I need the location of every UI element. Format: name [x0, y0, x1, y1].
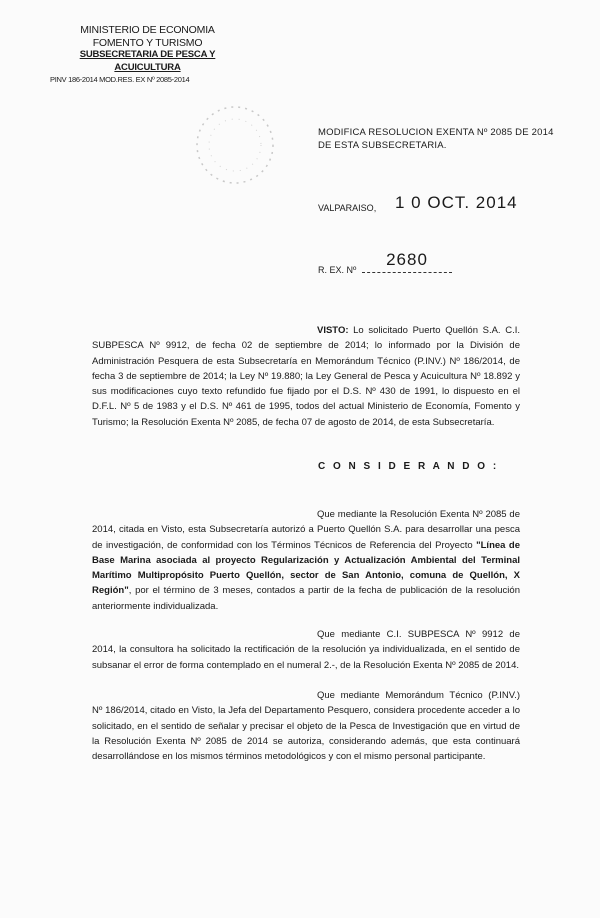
paragraph-1-text-end: , por el término de 3 meses, contados a partir de la fecha de publicación de la resolución anteriormente individualizada. [92, 585, 520, 612]
faded-seal-icon [190, 100, 280, 190]
resolution-number-label: R. EX. Nº [318, 265, 357, 275]
considerando-heading: C O N S I D E R A N D O : [318, 461, 499, 472]
visto-paragraph [92, 323, 520, 430]
undersecretariat-name: SUBSECRETARIA DE PESCA Y ACUICULTURA [79, 49, 216, 73]
considerando-paragraph-3: Que mediante Memorándum Técnico (P.INV.) Nº 186/2014, citado en Visto, la Jefa del Departamento Pesquero, considera procedente acceder a lo solicitado, en el sentido de señalar y precisar el objeto de la Pesca de Investigación que en virtud de la Resolución Exenta Nº 2085 de 2014 se autoriza, considerando además, que esta continuará desarrollándose en los mismos términos metodológicos y con el mismo personal participante. [92, 690, 520, 763]
project-title: "Línea de Base Marina asociada al proyecto Regularización y Actualización Ambiental del Terminal Marítimo Multipropósito Puerto Quellón, sector de San Antonio, comuna de Quellón, X Región" [92, 539, 521, 597]
ministry-name: MINISTERIO DE ECONOMIA [80, 24, 215, 36]
paragraph-1-text: Que mediante la Resolución Exenta Nº 2085 de 2014, citada en Visto, esta Subsecretaría autorizó a Puerto Quellón S.A. para desarrollar una pesca de investigación, de conformidad con los Términos Técnicos de Referencia del Proyecto [92, 509, 520, 551]
document-reference: PINV 186-2014 MOD.RES. EX Nº 2085-2014 [50, 75, 190, 84]
resolution-number: 2680 [362, 250, 452, 273]
visto-text: Lo solicitado Puerto Quellón S.A. C.I. SUBPESCA Nº 9912, de fecha 02 de septiembre de 2014; lo informado por la División de Administración Pesquera de esta Subsecretaría en Memorándum Técnico (P.INV.) Nº 186/2014, de fecha 3 de septiembre de 2014; la Ley Nº 19.880; la Ley General de Pesca y Acuicultura Nº 18.892 y sus modificaciones cuyo texto refundido fue fijado por el D.S. Nº 430 de 1991, lo dispuesto en el D.F.L. Nº 5 de 1983 y el D.S. Nº 461 de 1995, todos del actual Ministerio de Economía, Fomento y Turismo; la Resolución Exenta Nº 2085, de fecha 07 de agosto de 2014, de esta Subsecretaría. [92, 325, 520, 428]
place-label: VALPARAISO, [318, 203, 377, 213]
considerando-paragraph-2: Que mediante C.I. SUBPESCA Nº 9912 de 2014, la consultora ha solicitado la rectificación de la resolución ya individualizada, en el sentido de subsanar el error de forma contemplado en el numeral 2.-, de la Resolución Exenta Nº 2085 de 2014. [92, 629, 520, 671]
document-subject: MODIFICA RESOLUCION EXENTA Nº 2085 DE 2014 DE ESTA SUBSECRETARIA. [318, 127, 554, 151]
letterhead [50, 24, 235, 87]
date-stamp: 1 0 OCT. 2014 [395, 193, 518, 212]
visto-label: VISTO: [317, 325, 349, 336]
considerando-paragraph-1 [92, 507, 520, 614]
ministry-name-line2: FOMENTO Y TURISMO [92, 36, 203, 49]
